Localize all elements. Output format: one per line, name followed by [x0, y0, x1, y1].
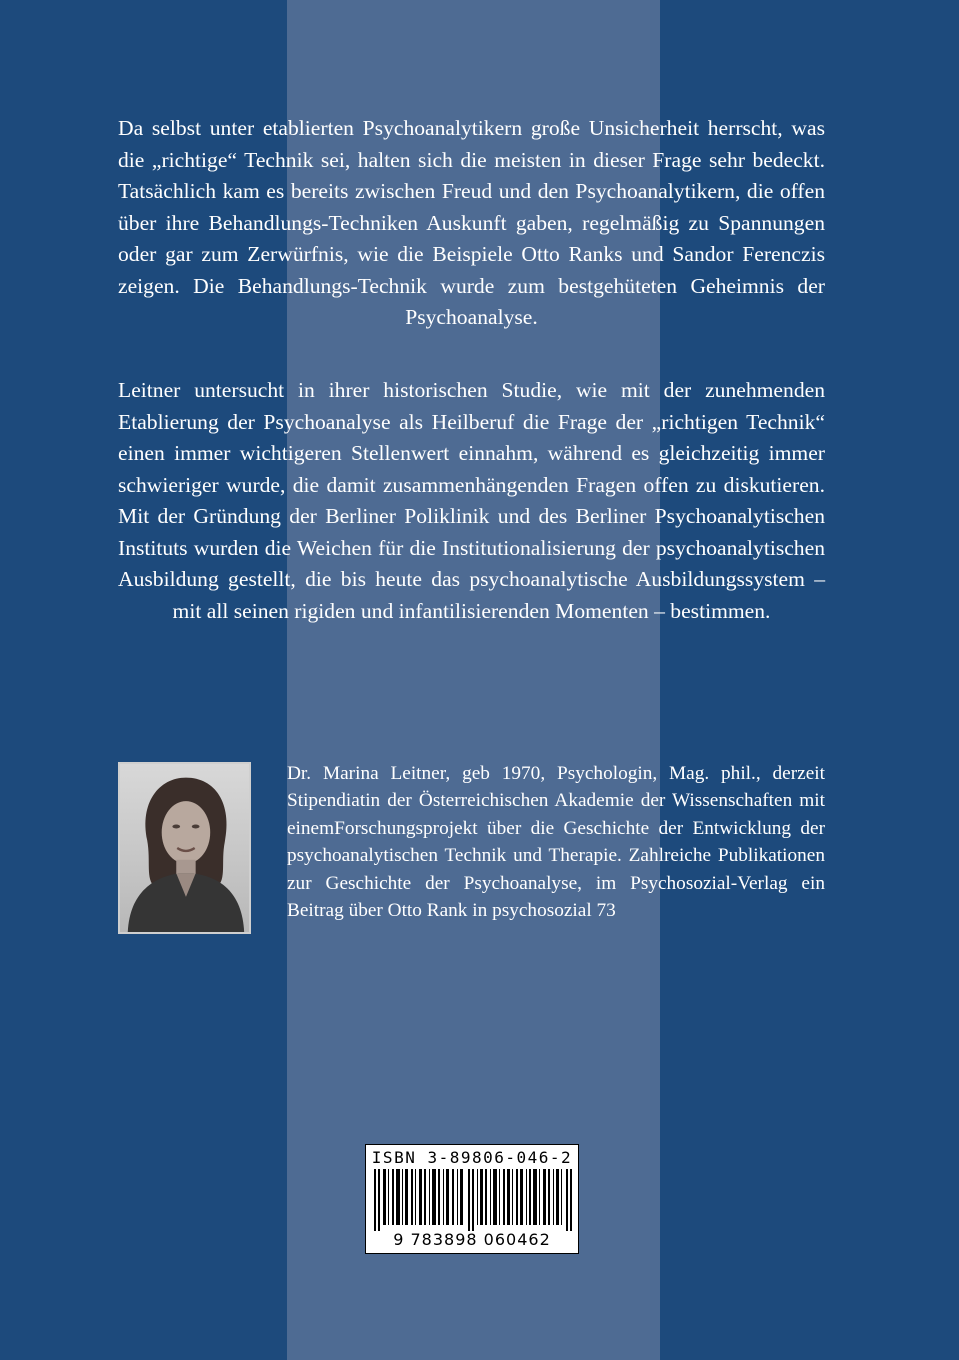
description-paragraph-2: Leitner untersucht in ihrer historischen Studie, wie mit der zunehmenden Etablierung der Psychoanalyse als Heilberuf die Frage der „richtigen Technik“ einen immer wichtigeren Stellenwert einnahm, während es gleichzeitig immer schwieriger wurde, die damit zusammenhängenden Fragen offen zu diskutieren. Mit der Gründung der Berliner Poliklinik und des Berliner Psychoanalytischen Instituts wurden die Weichen für die Institutionalisierung der psychoanalytischen Ausbildung gestellt, die bis heute das psychoanalytische Ausbildungssystem – mit all seinen rigiden und infantilisierenden Momenten – bestimmen. — [118, 378, 825, 623]
isbn-barcode — [365, 1144, 579, 1254]
author-bio: Dr. Marina Leitner, geb 1970, Psychologin, Mag. phil., derzeit Stipendiatin der Österreichischen Akademie der Wissenschaften mit einemForschungsprojekt über die Geschichte der Entwicklung der psychoanalytischen Technik und Therapie. Zahlreiche Publikationen zur Geschichte der Psychoanalyse, im Psychosozial-Verlag ein Beitrag über Otto Rank in psychosozial 73 — [287, 763, 825, 922]
barcode-bars — [372, 1169, 574, 1231]
ean-number: 9 783898 060462 — [393, 1230, 551, 1249]
author-photo — [118, 762, 251, 934]
isbn-label: ISBN 3-89806-046-2 — [371, 1148, 573, 1167]
description-paragraph-1: Da selbst unter etablierten Psychoanalytikern große Unsicherheit herrscht, was die „richtige“ Technik sei, halten sich die meisten in dieser Frage sehr bedeckt. Tatsächlich kam es bereits zwischen Freud und den Psychoanalytikern, die offen über ihre Behandlungs-Techniken Auskunft gaben, regelmäßig zu Spannungen oder gar zum Zerwürfnis, wie die Beispiele Otto Ranks und Sandor Ferenczis zeigen. Die Behandlungs-Technik wurde zum bestgehüteten Geheimnis der Psychoanalyse. — [118, 116, 825, 329]
